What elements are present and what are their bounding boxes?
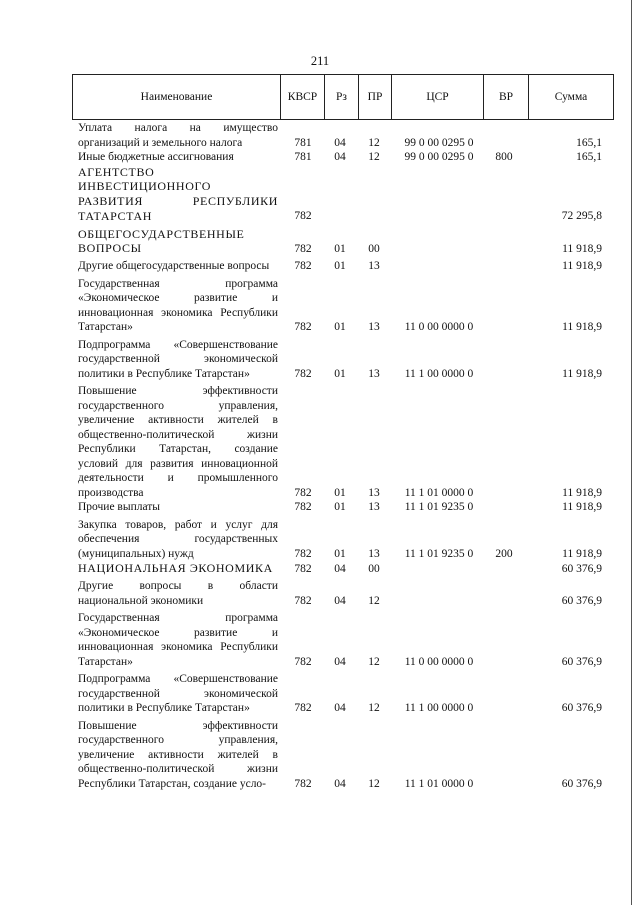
row-sum: 60 376,9: [561, 702, 602, 715]
row-pr: 13: [368, 260, 380, 273]
header-pr: ПР: [358, 75, 391, 119]
row-pr: 12: [368, 655, 380, 668]
table-body: [72, 121, 614, 791]
row-kvsr: 782: [294, 210, 312, 223]
row-kvsr: 781: [294, 151, 312, 163]
row-csr: 11 0 00 0000 0: [404, 655, 474, 668]
row-kvsr: 782: [294, 501, 312, 514]
row-csr: 11 1 00 0000 0: [404, 367, 474, 380]
row-name: НАЦИОНАЛЬНАЯ ЭКОНОМИКА: [78, 561, 273, 576]
row-name: Уплата налога на имущество организаций и земельного налога: [78, 122, 278, 149]
row-sum: 11 918,9: [562, 260, 602, 273]
row-pr: 00: [368, 242, 380, 255]
row-name: АГЕНТСТВО ИНВЕСТИЦИОННОГО РАЗВИТИЯ РЕСПУБЛИКИ ТАТАРСТАН: [78, 164, 278, 223]
row-pr: 13: [368, 486, 380, 499]
row-name: Государственная программа «Экономическое развитие и инновационная экономика Республики Татарстан»: [78, 612, 278, 668]
table-row: [72, 338, 614, 382]
row-sum: 11 918,9: [562, 486, 602, 499]
table-row: [72, 121, 614, 150]
row-name: Повышение эффективности государственного управления, увеличение активности жителей в общественно-политической жизни Республики Татарстан, создание условий для развития инновационной деятельности и промышленного производства: [78, 385, 278, 499]
row-rz: 04: [334, 702, 346, 715]
row-sum: 165,1: [576, 151, 602, 163]
header-name: Наименование: [140, 91, 213, 103]
table-row: [72, 579, 614, 608]
table-row: [72, 611, 614, 669]
row-vr: 800: [495, 151, 513, 163]
row-kvsr: 782: [294, 242, 312, 255]
table-row: [72, 500, 614, 515]
row-rz: 01: [334, 547, 346, 560]
row-rz: 01: [334, 242, 346, 255]
row-kvsr: 782: [294, 486, 312, 499]
table-row: [72, 259, 614, 274]
row-sum: 72 295,8: [561, 210, 602, 223]
row-name: Подпрограмма «Совершенствование государственной экономической политики в Республике Татарстан»: [78, 338, 278, 380]
table-row: [72, 277, 614, 335]
row-pr: 12: [368, 702, 380, 715]
row-sum: 11 918,9: [562, 367, 602, 380]
row-sum: 60 376,9: [561, 594, 602, 607]
row-name: Иные бюджетные ассигнования: [78, 151, 234, 163]
row-pr: 13: [368, 367, 380, 380]
row-name: Другие вопросы в области национальной экономики: [78, 580, 278, 607]
row-pr: 00: [368, 562, 380, 575]
page-edge-rule: [631, 0, 632, 905]
row-pr: 12: [368, 777, 380, 790]
row-sum: 60 376,9: [561, 777, 602, 790]
row-pr: 12: [368, 594, 380, 607]
row-csr: 11 1 01 0000 0: [404, 486, 474, 499]
row-kvsr: 782: [294, 367, 312, 380]
row-name: Государственная программа «Экономическое развитие и инновационная экономика Республики Татарстан»: [78, 277, 278, 334]
row-name: Прочие выплаты: [78, 501, 161, 514]
row-sum: 165,1: [576, 136, 602, 149]
page-number: 211: [310, 54, 330, 68]
row-name: ОБЩЕГОСУДАРСТВЕННЫЕ ВОПРОСЫ: [78, 226, 245, 256]
row-rz: 04: [334, 562, 346, 575]
row-pr: 12: [368, 136, 380, 149]
row-name: Закупка товаров, работ и услуг для обеспечения государственных (муниципальных) нужд: [78, 518, 278, 560]
row-kvsr: 782: [294, 702, 312, 715]
row-name: Другие общегосударственные вопросы: [78, 260, 270, 273]
row-pr: 13: [368, 501, 380, 514]
table-row: [72, 227, 614, 257]
table-row: [72, 165, 614, 224]
row-rz: 01: [334, 321, 346, 334]
row-csr: 11 0 00 0000 0: [404, 321, 474, 334]
row-sum: 11 918,9: [562, 242, 602, 255]
row-rz: 04: [334, 655, 346, 668]
row-rz: 04: [334, 136, 346, 149]
row-kvsr: 781: [294, 136, 312, 149]
row-rz: 01: [334, 486, 346, 499]
table-header: [72, 74, 614, 120]
row-pr: 12: [368, 151, 380, 163]
row-rz: 04: [334, 594, 346, 607]
table-row: [72, 384, 614, 500]
row-kvsr: 782: [294, 547, 312, 560]
row-vr: 200: [495, 547, 513, 560]
row-csr: 11 1 01 0000 0: [404, 777, 474, 790]
row-csr: 99 0 00 0295 0: [404, 151, 474, 163]
row-kvsr: 782: [294, 777, 312, 790]
row-sum: 11 918,9: [562, 547, 602, 560]
table-row: [72, 672, 614, 716]
row-kvsr: 782: [294, 321, 312, 334]
row-name: Повышение эффективности государственного управления, увеличение активности жителей в общественно-политической жизни Республики Татарстан, создание усло-: [78, 719, 278, 790]
row-rz: 04: [334, 777, 346, 790]
row-rz: 04: [334, 151, 346, 163]
table-row: [72, 518, 614, 562]
table-row: [72, 561, 614, 576]
row-name: Подпрограмма «Совершенствование государственной экономической политики в Республике Татарстан»: [78, 673, 278, 715]
row-pr: 13: [368, 321, 380, 334]
table-row: [72, 150, 614, 165]
row-kvsr: 782: [294, 594, 312, 607]
header-sum: Сумма: [528, 75, 613, 119]
row-rz: 01: [334, 367, 346, 380]
row-csr: 11 1 00 0000 0: [404, 702, 474, 715]
row-pr: 13: [368, 547, 380, 560]
row-csr: 99 0 00 0295 0: [404, 136, 474, 149]
header-vr: ВР: [483, 75, 528, 119]
table-row: [72, 719, 614, 792]
header-csr: ЦСР: [391, 75, 483, 119]
row-csr: 11 1 01 9235 0: [404, 501, 474, 514]
row-sum: 60 376,9: [561, 562, 602, 575]
row-kvsr: 782: [294, 562, 312, 575]
row-sum: 11 918,9: [562, 501, 602, 514]
header-rz: Рз: [324, 75, 358, 119]
row-sum: 60 376,9: [561, 655, 602, 668]
row-rz: 01: [334, 260, 346, 273]
row-kvsr: 782: [294, 655, 312, 668]
row-kvsr: 782: [294, 260, 312, 273]
row-rz: 01: [334, 501, 346, 514]
header-kvsr: КВСР: [280, 75, 324, 119]
row-csr: 11 1 01 9235 0: [404, 547, 474, 560]
row-sum: 11 918,9: [562, 321, 602, 334]
